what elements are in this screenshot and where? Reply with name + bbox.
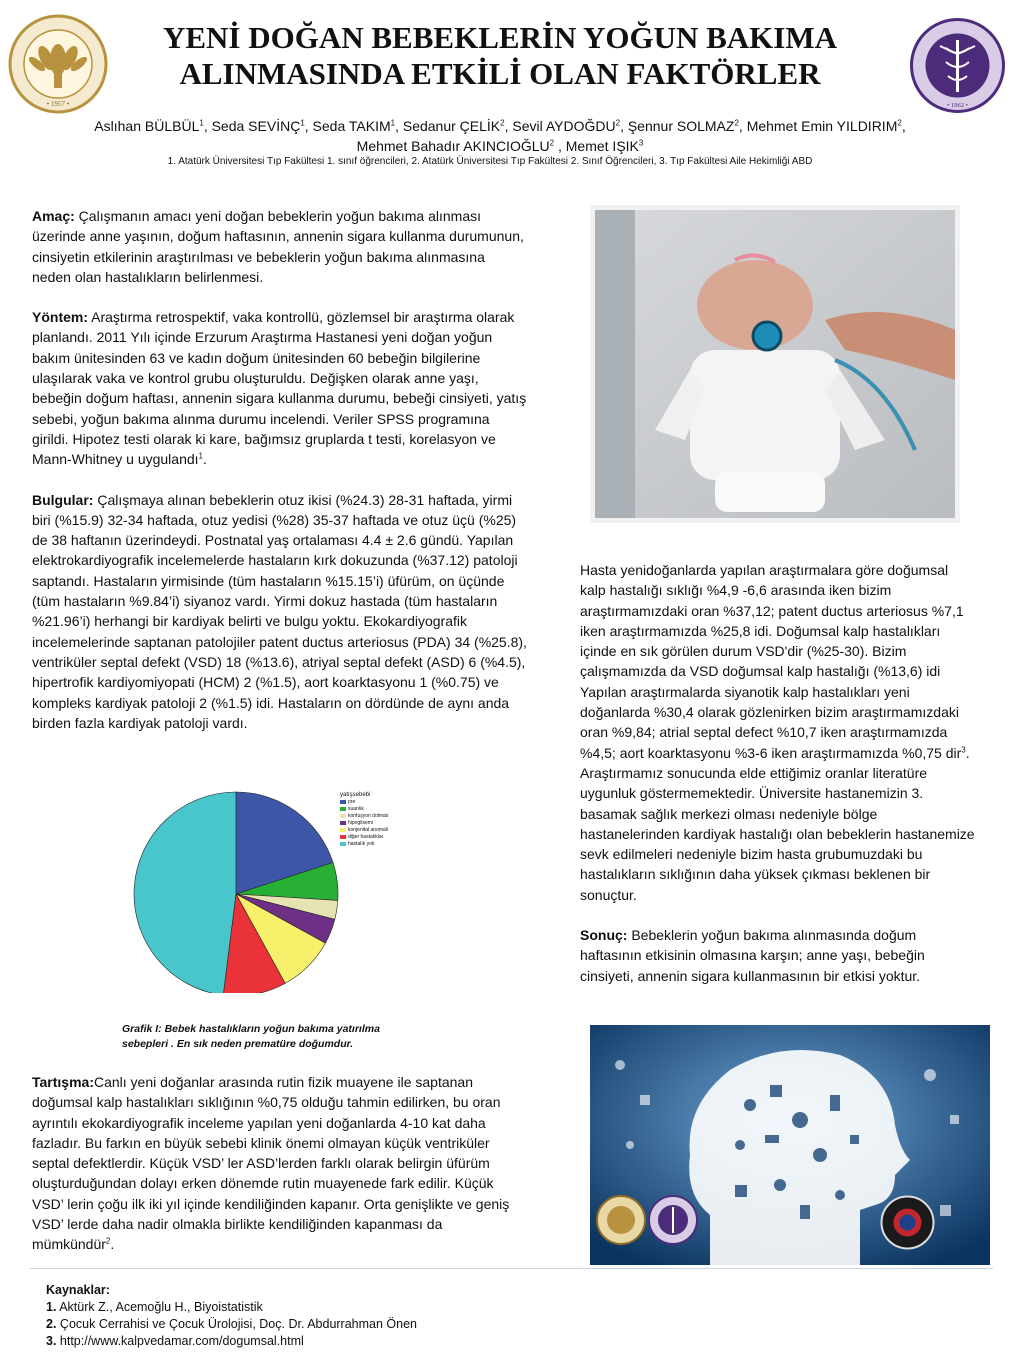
legend-entry	[340, 826, 420, 833]
medical-school-seal-bottom-icon	[880, 1195, 935, 1250]
reference-item: 3. http://www.kalpvedamar.com/dogumsal.html	[46, 1334, 304, 1348]
author-name: Sedanur ÇELİK	[402, 118, 501, 134]
legend-label: pre	[348, 798, 356, 805]
author-name: Mehmet Emin YILDIRIM	[746, 118, 898, 134]
author-affiliation-mark: 1	[300, 118, 305, 128]
tartisma-heading: Tartışma:	[32, 1074, 94, 1090]
svg-text:• 1962 •: • 1962 •	[947, 102, 968, 109]
amac-text: Çalışmanın amacı yeni doğan bebeklerin yoğun bakıma alınması üzerinde anne yaşının, doğum haftasının, annenin sigara kullanma durumunun, cinsiyetin etkilerinin araştırılması ve bebeklerin yoğun bakıma alınmasına neden olan hastalıkların belirlenmesi.	[32, 208, 524, 285]
discussion-continued	[580, 560, 975, 905]
author-name: Şennur SOLMAZ	[627, 118, 735, 134]
yontem-ref: 1	[198, 451, 203, 461]
author-name: Aslıhan BÜLBÜL	[94, 118, 200, 134]
legend-swatch	[340, 800, 346, 804]
tartisma-text: Canlı yeni doğanlar arasında rutin fizik muayene ile saptanan doğumsal kalp hastalıkları sıklığının %0,75 olduğu tahmin edilirken, bu oran ayrıntılı ekokardiyografik inceleme yapılan yeni doğanlarda 4-10 kat daha fazladır. Bu farkın en büyük sebebi klinik önemi olmayan küçük ventriküler septal defektlerdir. Küçük VSD’ ler ASD’lerden farklı olarak belirgin üfürüm oluşturduğundan dolayı erken dönemde rutin muayenede fark edilir. Küçük VSD’ lerin çoğu ilk iki yıl içinde kendiliğinden kapanır. Orta genişlikte ve geniş VSD’ lerde daha nadir olmakla birlikte kendiliğinden kapanması da mümkündür	[32, 1074, 510, 1253]
author-affiliation-mark: 2	[734, 118, 739, 128]
medical-faculty-seal-bottom-icon	[648, 1195, 698, 1245]
author-affiliation-mark: 1	[199, 118, 204, 128]
right-ref: 3	[961, 745, 966, 755]
legend-label: suanlık	[348, 805, 364, 812]
legend-entry	[340, 812, 420, 819]
amac-heading: Amaç:	[32, 208, 75, 224]
pie-slice-6	[134, 792, 236, 993]
author-affiliation-mark: 2	[615, 118, 621, 128]
figure-caption-line-1: Grafik I: Bebek hastalıkların yoğun bakıma yatırılma	[122, 1023, 380, 1035]
author-list: Aslıhan BÜLBÜL$^1$, Seda SEVİNÇ$^1$, Seda TAKIM$^1$, Sedanur ÇELİK$^2$, Sevil AYDOĞDU$^2$, Şennur SOLMAZ$^2$, Mehmet Emin YILDIRIM$^2$, Mehmet Bahadır AKINCIOĞLU$^2$ , Memet IŞIK$^3$	[94, 118, 906, 154]
references-divider	[30, 1268, 993, 1269]
tartisma-column	[32, 1072, 527, 1255]
yontem-tail: .	[203, 451, 207, 468]
left-column	[32, 206, 527, 733]
figure-caption	[122, 1022, 422, 1052]
author-name: Memet IŞIK	[565, 138, 639, 154]
sonuc-section	[580, 925, 975, 986]
legend-entry	[340, 805, 420, 812]
legend-label: diğer hastalıklar	[348, 833, 384, 840]
author-name: Seda TAKIM	[312, 118, 391, 134]
chart-title: yatışsebebi	[340, 792, 371, 798]
legend-label: hastalık yok	[348, 840, 375, 847]
legend-entry	[340, 840, 420, 847]
author-affiliation-mark: 2	[549, 138, 555, 148]
poster-title	[130, 20, 870, 92]
legend-label: konjenital anomali	[348, 826, 389, 833]
author-name: Mehmet Bahadır AKINCIOĞLU	[356, 138, 550, 154]
reference-item: 1. Aktürk Z., Acemoğlu H., Biyoistatistik	[46, 1300, 263, 1314]
legend-swatch	[340, 828, 346, 832]
author-name: Seda SEVİNÇ	[211, 118, 301, 134]
reference-item: 2. Çocuk Cerrahisi ve Çocuk Ürolojisi, Doç. Dr. Abdurrahman Önen	[46, 1317, 417, 1331]
svg-text:• 1957 •: • 1957 •	[46, 100, 70, 108]
amac-section	[32, 206, 527, 287]
legend-label: hipoglisemi	[348, 819, 374, 826]
legend-swatch	[340, 814, 346, 818]
yontem-heading: Yöntem:	[32, 309, 88, 326]
right-text: Hasta yenidoğanlarda yapılan araştırmalara göre doğumsal kalp hastalığı sıklığı %4,9 -6,6 arasında iken bizim araştırmamızdaki oran %37,12; patent ductus arteriosus %7,1 iken araştırmamızda %25,8 idi. Doğumsal kalp hastalıkları içinde en sık görülen durum VSD'dir (%25-30). Bizim çalışmamızda da VSD doğumsal kalp hastalığı (%13,6) idi Yapılan araştırmalarda siyanotik kalp hastalıkları yeni doğanlarda %30,4 olarak gözlenirken bizim araştırmamızdaki oran %9,84; atrial septal defect %10,7 iken araştırmamızda %4,5; aort koarktasyonu %3-6 iken araştırmamızda %0,75 dir	[580, 562, 964, 761]
right-column	[580, 560, 975, 986]
bulgular-section	[32, 490, 527, 734]
legend-entry	[340, 798, 420, 805]
tartisma-section	[32, 1072, 527, 1255]
university-seal-icon	[8, 14, 108, 114]
right-tail: . Araştırmamız sonucunda elde ettiğimiz oranlar literatüre uygunluk göstermemektedir. Üniversite hastanemizin 3. basamak sağlık merkezi olması nedeniyle bölge hastanelerinden kardiyak hastalığı olan bebeklerin hastanemize sevk edilmeleri nedeniyle bizim hasta grubumuzdaki bu hastalıkların sıklığının daha yüksek çıkması beklenen bir sonuçtur.	[580, 744, 975, 903]
title-line-2: ALINMASINDA ETKİLİ OLAN FAKTÖRLER	[179, 56, 821, 91]
references-heading: Kaynaklar:	[46, 1283, 110, 1297]
legend-swatch	[340, 842, 346, 846]
figure-caption-line-2: sebepleri . En sık neden prematüre doğumdur.	[122, 1038, 354, 1050]
newborn-stethoscope-photo-icon	[590, 205, 960, 523]
yontem-section	[32, 307, 527, 469]
tartisma-tail: .	[110, 1236, 115, 1253]
legend-label: konfuşyon dolmatı	[348, 812, 389, 819]
bulgular-heading: Bulgular:	[32, 491, 94, 508]
author-affiliation-mark: 2	[500, 118, 505, 128]
references	[46, 1282, 646, 1350]
yontem-text: Araştırma retrospektif, vaka kontrollü, gözlemsel bir araştırma olarak planlandı. 2011 Yılı içinde Erzurum Araştırma Hastanesi yeni doğan yoğun bakım ünitesinden 63 ve kadın doğum ünitesinden 60 bebeğin bilgilerine ulaşılarak vaka ve kontrol grubu oluşturuldu. Değişken olarak anne yaşı, bebeğin doğum haftası, annenin sigara kullanma durumu, bebeği cinsiyeti, yatış sebebi, yoğun bakıma alınma durumu incelendi. Veriler SPSS programına girildi. Hipotez testi olarak ki kare, bağımsız gruplarda t testi, korelasyon ve Mann-Whitney u uygulandı	[32, 309, 527, 468]
bulgular-text: Çalışmaya alınan bebeklerin otuz ikisi (%24.3) 28-31 haftada, yirmi biri (%15.9) 32-34 haftada, otuz yedisi (%28) 35-37 haftada ve otuz üçü (%25) de 38 haftanın üzerindeydi. Postnatal yaş ortalaması 4.4 ± 2.6 gündü. Yapılan elektrokardiyografik incelemelerde hastaların kırk dokuzunda (%37.12) patoloji saptandı. Hastaların yirmisinde (tüm hastaların %15.15’i) üfürüm, on üçünde (tüm hastaların %9.84’i) siyanoz vardı. Yirmi dokuz hastada (tüm hastaların %21.96’i) herhangi bir kardiyak belirti ve bulgu yoktu. Ekokardiyografik incelemelerinde saptanan patolojiler patent ductus arteriosus (PDA) 34 (%25.8), ventriküler septal defekt (VSD) 18 (%13.6), atriyal septal defekt (ASD) 6 (%4.5), hipertrofik kardiyomiyopati (HCM) 2 (%1.5), aort koarktasyonu 1 (%0.75) ve kompleks kardiyak patoloji 2 (%1.5) idi. Hastaların on dördünde de aynı anda birden fazla kardiyak patoloji vardı.	[32, 491, 527, 731]
title-line-1: YENİ DOĞAN BEBEKLERİN YOĞUN BAKIMA	[162, 20, 838, 55]
author-name: Sevil AYDOĞDU	[512, 118, 616, 134]
author-affiliation-mark: 2	[897, 118, 902, 128]
tartisma-ref: 2	[105, 1236, 111, 1246]
university-seal-bottom-icon	[596, 1195, 646, 1245]
chart-legend	[340, 792, 420, 847]
legend-swatch	[340, 821, 346, 825]
legend-swatch	[340, 835, 346, 839]
legend-swatch	[340, 807, 346, 811]
legend-entry	[340, 819, 420, 826]
author-affiliation-mark: 3	[638, 138, 644, 148]
sonuc-heading: Sonuç:	[580, 927, 628, 944]
author-affiliation-mark: 1	[390, 118, 396, 128]
sonuc-text: Bebeklerin yoğun bakıma alınmasında doğum haftasının etkisinin olmasına karşın; anne yaşı, bebeğin cinsiyeti, annenin sigara kullanmasının bir etkisi yoktur.	[580, 927, 925, 984]
medical-faculty-seal-icon	[910, 18, 1005, 113]
affiliations: 1. Atatürk Üniversitesi Tıp Fakültesi 1. sınıf öğrencileri, 2. Atatürk Üniversitesi Tıp Fakültesi 2. Sınıf Öğrencileri, 3. Tıp Fakültesi Aile Hekimliği ABD	[167, 156, 813, 167]
legend-entry	[340, 833, 420, 840]
